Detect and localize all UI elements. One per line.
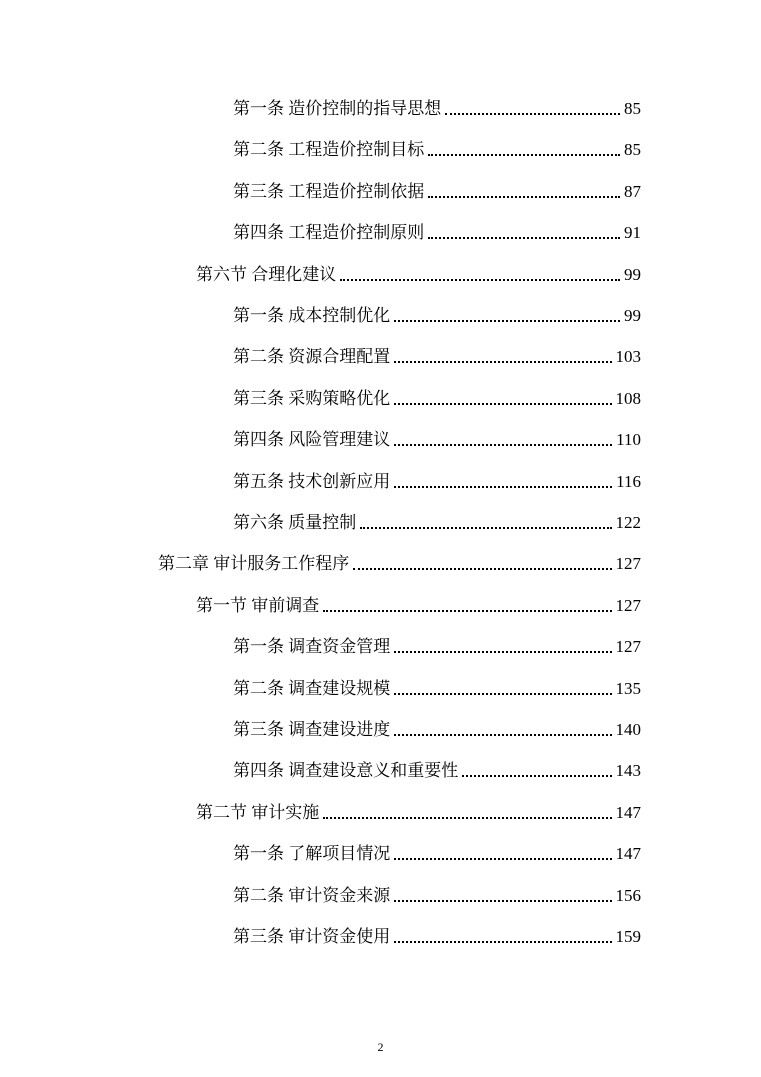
toc-entry-page: 87 [624, 181, 641, 201]
toc-leader-dots [394, 403, 611, 405]
toc-entry-page: 156 [615, 885, 641, 905]
toc-leader-dots [428, 154, 620, 156]
toc-entry[interactable] [233, 463, 641, 493]
toc-leader-dots [360, 527, 611, 529]
toc-entry-label: 第六节 合理化建议 [196, 264, 337, 284]
toc-entry-label: 第一条 成本控制优化 [233, 306, 391, 325]
toc-entry-label: 第三条 审计资金使用 [233, 927, 391, 946]
toc-entry[interactable] [233, 90, 641, 120]
toc-entry[interactable] [233, 670, 641, 700]
toc-entry[interactable] [233, 421, 641, 451]
toc-entry[interactable] [196, 256, 641, 286]
toc-leader-dots [445, 113, 620, 115]
toc-entry[interactable] [233, 131, 641, 161]
toc-leader-dots [394, 693, 611, 695]
toc-entry-page: 143 [615, 761, 641, 781]
toc-entry-page: 108 [615, 388, 641, 408]
toc-leader-dots [323, 817, 611, 819]
toc-entry-label: 第三条 采购策略优化 [233, 388, 391, 408]
page-number: 2 [377, 1040, 384, 1054]
toc-entry-page: 85 [624, 140, 641, 160]
toc-entry[interactable] [233, 752, 641, 782]
toc-leader-dots [394, 486, 612, 488]
toc-entry-label: 第一条 了解项目情况 [233, 844, 391, 864]
toc-entry-label: 第四条 风险管理建议 [233, 430, 391, 450]
toc-entry-label: 第四条 调查建设意义和重要性 [233, 761, 459, 781]
toc-entry-label: 第二条 资源合理配置 [233, 347, 391, 367]
toc-entry-page: 147 [615, 844, 641, 864]
toc-leader-dots [394, 900, 611, 902]
toc-entry-page: 135 [615, 678, 641, 698]
toc-entry[interactable] [196, 587, 641, 617]
toc-entry-page: 99 [624, 264, 641, 284]
toc-entry-page: 127 [615, 595, 641, 615]
toc-entry-label: 第三条 调查建设进度 [233, 720, 391, 739]
toc-entry-page: 116 [616, 471, 641, 491]
toc-leader-dots [394, 320, 620, 322]
toc-entry-page: 122 [615, 513, 641, 532]
toc-entry-label: 第二条 工程造价控制目标 [233, 140, 425, 160]
toc-entry-page: 127 [615, 637, 641, 657]
toc-entry-label: 第二章 审计服务工作程序 [158, 554, 350, 574]
toc-entry[interactable] [233, 173, 641, 203]
toc-entry-page: 147 [615, 802, 641, 822]
toc-entry-page: 140 [615, 720, 641, 739]
toc-entry-label: 第二条 调查建设规模 [233, 678, 391, 698]
toc-leader-dots [394, 734, 611, 736]
toc-entry-page: 159 [615, 927, 641, 946]
toc-entry[interactable] [196, 794, 641, 824]
toc-entry-page: 103 [615, 347, 641, 367]
toc-entry[interactable] [233, 504, 641, 534]
toc-leader-dots [394, 361, 611, 363]
toc-leader-dots [394, 941, 611, 943]
toc-entry-label: 第一条 造价控制的指导思想 [233, 99, 442, 118]
toc-leader-dots [394, 444, 612, 446]
toc-entry[interactable] [233, 628, 641, 658]
toc-entry[interactable] [233, 338, 641, 368]
toc-leader-dots [462, 775, 611, 777]
toc-entry-page: 127 [615, 554, 641, 574]
toc-leader-dots [394, 651, 611, 653]
toc-entry-page: 110 [616, 430, 641, 450]
toc-leader-dots [340, 279, 620, 281]
toc-leader-dots [323, 610, 611, 612]
toc-entry-page: 99 [624, 306, 641, 325]
toc-leader-dots [428, 196, 620, 198]
toc-entry[interactable] [158, 545, 641, 575]
toc-entry-label: 第二节 审计实施 [196, 802, 320, 822]
toc-entry-label: 第一节 审前调查 [196, 595, 320, 615]
toc-entry-label: 第五条 技术创新应用 [233, 471, 391, 491]
toc-entry[interactable] [233, 835, 641, 865]
toc-leader-dots [428, 237, 620, 239]
toc-entry[interactable] [233, 877, 641, 907]
toc-entry[interactable] [233, 380, 641, 410]
toc-entry-label: 第六条 质量控制 [233, 513, 357, 532]
toc-entry[interactable] [233, 214, 641, 244]
toc-entry-label: 第四条 工程造价控制原则 [233, 223, 425, 243]
toc-entry-label: 第一条 调查资金管理 [233, 637, 391, 657]
toc-leader-dots [394, 858, 611, 860]
toc-entry-page: 91 [624, 223, 641, 243]
toc-entry-label: 第三条 工程造价控制依据 [233, 181, 425, 201]
toc-entry-page: 85 [624, 99, 641, 118]
toc-entry-label: 第二条 审计资金来源 [233, 885, 391, 905]
toc-leader-dots [353, 568, 611, 570]
toc-entry[interactable] [233, 918, 641, 948]
toc-entry[interactable] [233, 711, 641, 741]
toc-entry[interactable] [233, 297, 641, 327]
